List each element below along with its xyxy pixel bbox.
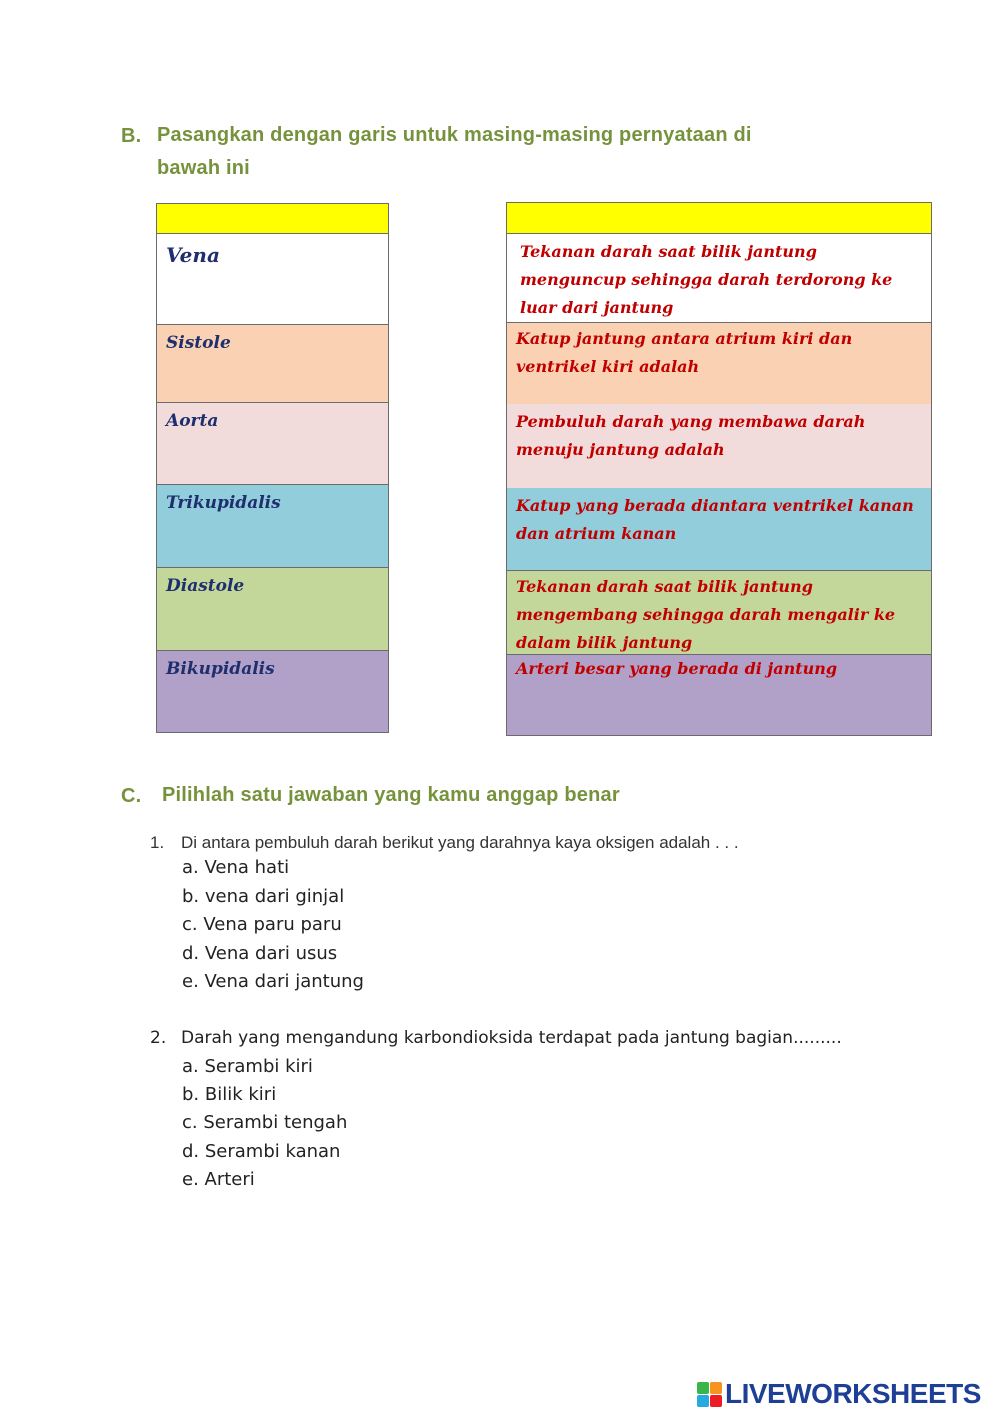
term-label: Aorta — [166, 411, 219, 431]
question-2 — [150, 1028, 850, 1050]
question-number: 1. — [150, 833, 165, 852]
description-text: Tekanan darah saat bilik jantung mengembang sehingga darah mengalir ke dalam bilik jantung — [516, 577, 896, 652]
question-1-option-b[interactable]: b. vena dari ginjal — [182, 886, 345, 907]
question-1-option-e[interactable]: e. Vena dari jantung — [182, 971, 364, 992]
liveworksheets-logo-icon — [697, 1380, 723, 1408]
description-text: Katup jantung antara atrium kiri dan ventrikel kiri adalah — [516, 329, 853, 376]
description-cell-1[interactable] — [507, 233, 931, 323]
term-cell-trikupidalis[interactable] — [157, 484, 388, 568]
term-label: Bikupidalis — [166, 659, 275, 679]
description-text: Pembuluh darah yang membawa darah menuju jantung adalah — [516, 412, 866, 459]
section-c-title: Pilihlah satu jawaban yang kamu anggap benar — [162, 784, 620, 806]
question-1-option-d[interactable]: d. Vena dari usus — [182, 943, 338, 964]
question-number: 2. — [150, 1028, 167, 1048]
section-b-heading — [121, 120, 841, 186]
question-2-option-b[interactable]: b. Bilik kiri — [182, 1084, 277, 1105]
question-2-option-a[interactable]: a. Serambi kiri — [182, 1056, 313, 1077]
terms-column — [156, 203, 389, 733]
descriptions-column — [506, 202, 932, 736]
term-label: Trikupidalis — [166, 493, 281, 513]
question-text: Di antara pembuluh darah berikut yang darahnya kaya oksigen adalah . . . — [181, 833, 739, 852]
description-cell-3[interactable] — [507, 404, 931, 489]
terms-header — [157, 204, 388, 234]
term-cell-bikupidalis[interactable] — [157, 650, 388, 732]
section-b-title-line2: bawah ini — [157, 157, 250, 179]
description-cell-4[interactable] — [507, 488, 931, 571]
term-cell-aorta[interactable] — [157, 402, 388, 485]
term-cell-vena[interactable] — [157, 233, 388, 325]
term-cell-sistole[interactable] — [157, 324, 388, 403]
question-2-option-e[interactable]: e. Arteri — [182, 1169, 255, 1190]
section-b-title-line1: Pasangkan dengan garis untuk masing-masing pernyataan di — [157, 124, 752, 146]
section-b-letter: B. — [121, 125, 142, 147]
question-2-option-d[interactable]: d. Serambi kanan — [182, 1141, 341, 1162]
question-1 — [150, 833, 850, 855]
descriptions-header — [507, 203, 931, 234]
description-cell-2[interactable] — [507, 322, 931, 405]
description-cell-6[interactable] — [507, 654, 931, 735]
description-cell-5[interactable] — [507, 570, 931, 655]
question-2-option-c[interactable]: c. Serambi tengah — [182, 1112, 348, 1133]
logo-text: LIVEWORKSHEETS — [725, 1378, 981, 1409]
liveworksheets-logo[interactable] — [697, 1378, 981, 1410]
question-text: Darah yang mengandung karbondioksida terdapat pada jantung bagian......... — [181, 1028, 842, 1048]
term-label: Vena — [166, 243, 220, 267]
description-text: Arteri besar yang berada di jantung — [516, 659, 838, 678]
description-text: Katup yang berada diantara ventrikel kanan dan atrium kanan — [516, 496, 914, 543]
section-c-heading — [121, 780, 741, 813]
question-1-option-c[interactable]: c. Vena paru paru — [182, 914, 342, 935]
term-cell-diastole[interactable] — [157, 567, 388, 651]
question-1-option-a[interactable]: a. Vena hati — [182, 857, 290, 878]
section-c-letter: C. — [121, 785, 142, 807]
term-label: Diastole — [166, 576, 245, 596]
description-text: Tekanan darah saat bilik jantung menguncup sehingga darah terdorong ke luar dari jantung — [520, 242, 893, 317]
term-label: Sistole — [166, 333, 231, 353]
